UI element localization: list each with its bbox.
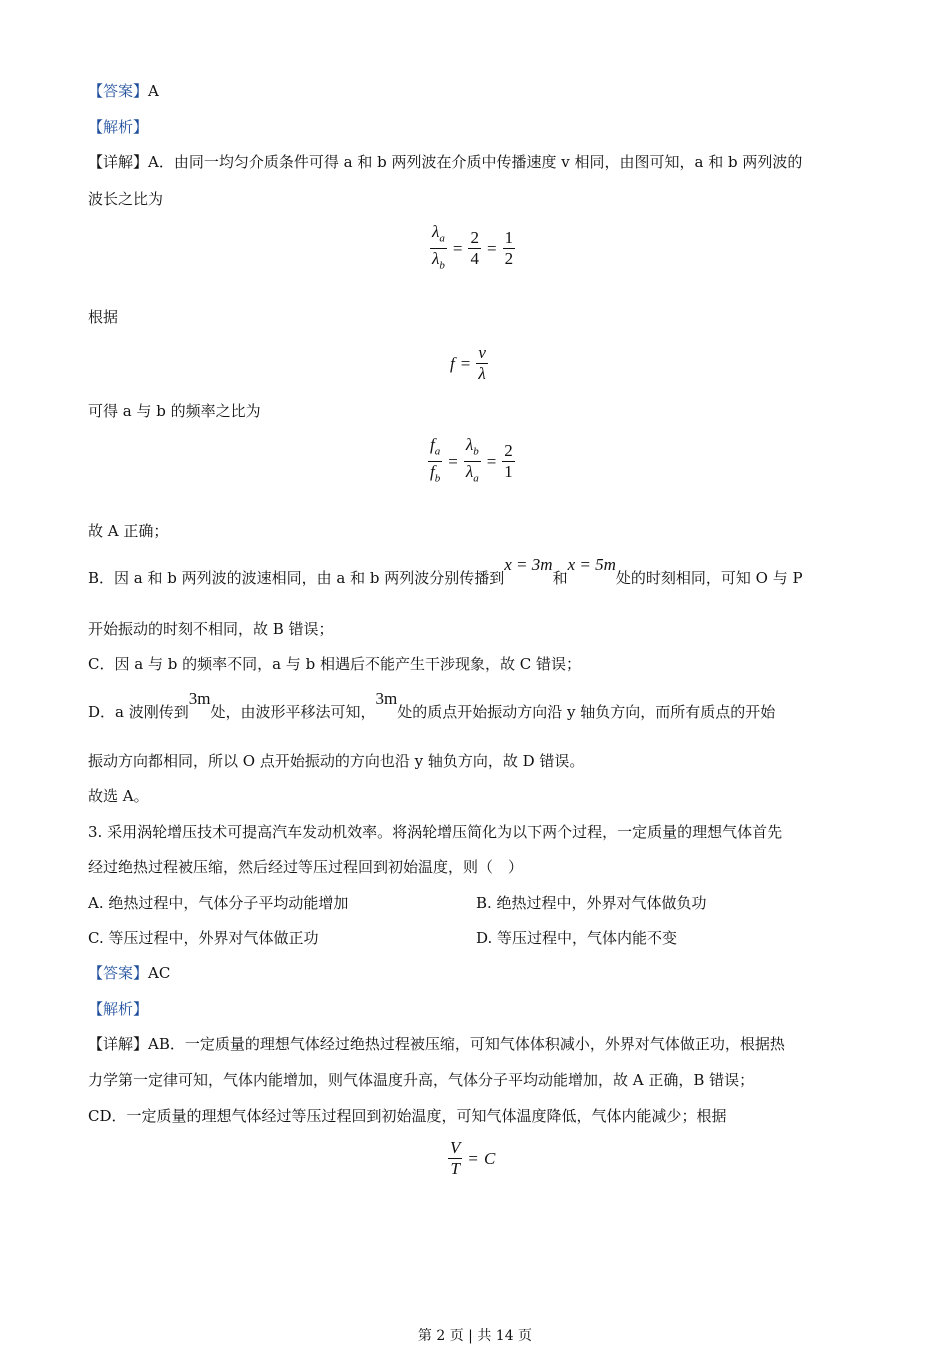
q3-option-a: A. 绝热过程中，气体分子平均动能增加 (88, 894, 349, 912)
q3-detail-ab1: 【详解】AB．一定质量的理想气体经过绝热过程被压缩，可知气体体积减小，外界对气体做正功，根据热 (88, 1035, 785, 1053)
a-conclusion: 故 A 正确； (88, 522, 169, 540)
q3-analysis-tag: 【解析】 (88, 1000, 149, 1018)
q3-answer-line: 【答案】AC (88, 964, 171, 982)
detail-a-text: A．由同一均匀介质条件可得 a 和 b 两列波在介质中传播速度 v 相同，由图可知，a 和 b 两列波的 (148, 153, 803, 171)
option-b-analysis-line1: B．因 a 和 b 两列波的波速相同，由 a 和 b 两列波分别传播到x = 3m和x = 5m处的时刻相同，可知 O 与 P (88, 555, 803, 587)
equation-frequency: f = $\frac{v}{\lambda}$ (450, 343, 486, 383)
detail-tag: 【详解】 (88, 153, 149, 171)
q3-stem-line2: 经过绝热过程被压缩，然后经过等压过程回到初始温度，则（ ） (88, 858, 524, 876)
equation-vt-c: $\frac{V}{T}$ = C (450, 1138, 496, 1178)
x-5m: x = 5m (567, 555, 616, 574)
q3-option-c: C. 等压过程中，外界对气体做正功 (88, 929, 319, 947)
equation-wavelength-ratio: $\frac{\lambda_a}{\lambda_b}$ = $\frac{2}{4}$ = $\frac{1}{2}$ (432, 222, 514, 272)
according-line: 根据 (88, 308, 119, 326)
detail-a-line1 (88, 152, 802, 172)
ratio-line: 可得 a 与 b 的频率之比为 (88, 402, 261, 420)
answer-tag: 【答案】 (88, 82, 149, 100)
q3-option-d: D. 等压过程中，气体内能不变 (476, 929, 678, 947)
option-d-analysis-line2: 振动方向都相同，所以 O 点开始振动的方向也沿 y 轴负方向，故 D 错误。 (88, 752, 585, 770)
q3-option-b: B. 绝热过程中，外界对气体做负功 (476, 894, 707, 912)
q3-detail-ab2: 力学第一定律可知，气体内能增加，则气体温度升高，气体分子平均动能增加，故 A 正确，B 错误； (88, 1071, 755, 1089)
option-c-analysis: C．因 a 与 b 的频率不同，a 与 b 相遇后不能产生干涉现象，故 C 错误； (88, 655, 581, 673)
analysis-tag: 【解析】 (88, 118, 149, 136)
choose-line: 故选 A。 (88, 787, 149, 805)
q2-answer-line (88, 81, 159, 101)
page-footer: 第 2 页 | 共 14 页 (417, 1328, 533, 1344)
option-d-analysis-line1: D．a 波刚传到3m处，由波形平移法可知，3m处的质点开始振动方向沿 y 轴负方向，而所有质点的开始 (88, 689, 776, 721)
equation-frequency-ratio: $\frac{f_a}{f_b}$ = $\frac{\lambda_b}{\lambda_a}$ = $\frac{2}{1}$ (430, 435, 513, 485)
x-3m: x = 3m (504, 555, 553, 574)
q3-detail-cd1: CD．一定质量的理想气体经过等压过程回到初始温度，可知气体温度降低，气体内能减少；根据 (88, 1107, 727, 1125)
option-b-analysis-line2: 开始振动的时刻不相同，故 B 错误； (88, 620, 334, 638)
answer-value: A (148, 82, 159, 100)
q3-stem-line1: 3. 采用涡轮增压技术可提高汽车发动机效率。将涡轮增压简化为以下两个过程，一定质量的理想气体首先 (88, 823, 783, 841)
detail-a-line2: 波长之比为 (88, 190, 164, 208)
